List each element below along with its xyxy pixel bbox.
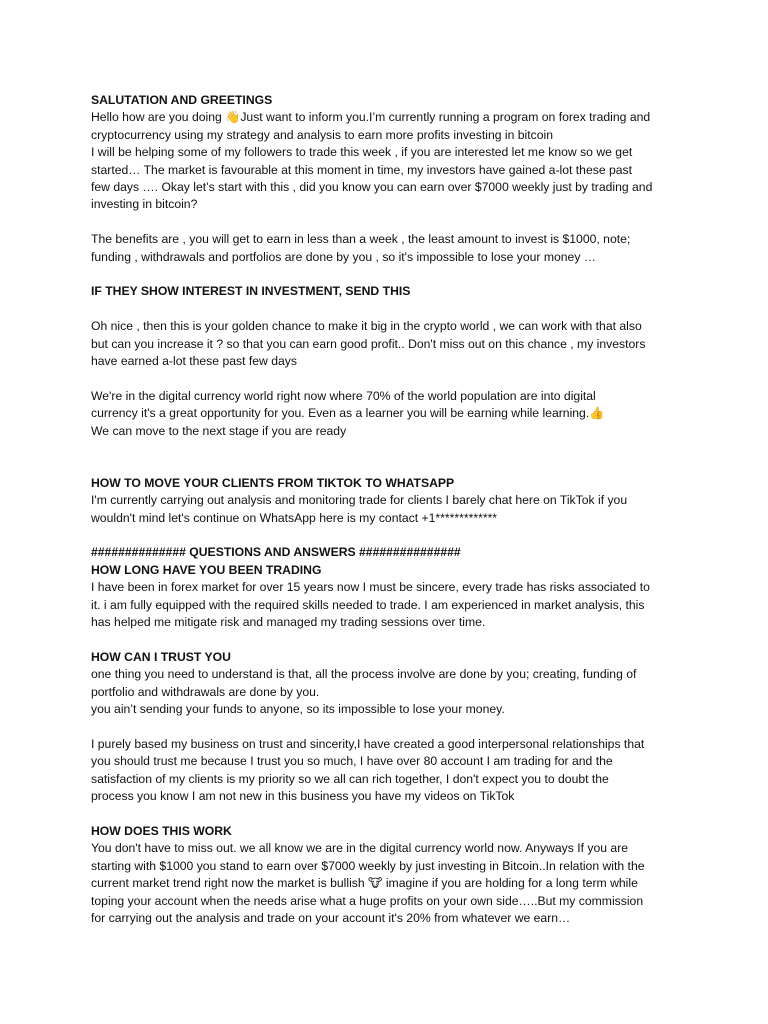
body-text-line: but can you increase it ? so that you can earn good profit.. Don't miss out on this chance , my investors [91,336,646,351]
body-text-line: wouldn't mind let's continue on WhatsApp here is my contact +1************* [91,510,498,525]
blank-line [91,527,728,544]
section-heading: ############## QUESTIONS AND ANSWERS ############### [91,545,461,560]
body-text-line: it. i am fully equipped with the required skills needed to trade. I am experienced in market analysis, this [91,597,645,612]
body-text-line: you ain’t sending your funds to anyone, so its impossible to lose your money. [91,702,505,717]
body-text-line: satisfaction of my clients is my priority so we all can rich together, I don't expect you to doubt the [91,771,609,786]
section-heading: IF THEY SHOW INTEREST IN INVESTMENT, SEND THIS [91,284,411,299]
body-text-line: Hello how are you doing 👋Just want to inform you.I’m currently running a program on forex trading and [91,110,651,125]
blank-line [91,301,728,318]
body-text-line: one thing you need to understand is that, all the process involve are done by you; creating, funding of [91,667,637,682]
section-heading: HOW LONG HAVE YOU BEEN TRADING [91,562,322,577]
body-text-line: starting with $1000 you stand to earn over $7000 weekly by just investing in Bitcoin..In relation with the [91,858,645,873]
blank-line [91,806,728,823]
body-text-line: Oh nice , then this is your golden chance to make it big in the crypto world , we can work with that also [91,319,642,334]
blank-line [91,370,728,387]
body-text-line: The benefits are , you will get to earn in less than a week , the least amount to invest is $1000, note; [91,232,631,247]
body-text-line: portfolio and withdrawals are done by you. [91,684,320,699]
body-text-line: investing in bitcoin? [91,197,198,212]
blank-line [91,440,728,475]
body-text-line: We're in the digital currency world right now where 70% of the world population are into digital [91,388,596,403]
body-text-line: currency it's a great opportunity for you. Even as a learner you will be earning while learning.👍 [91,406,605,421]
body-text-line: funding , withdrawals and portfolios are done by you , so it's impossible to lose your money … [91,249,596,264]
body-text-line: has helped me mitigate risk and managed my trading sessions over time. [91,615,486,630]
body-text-line: current market trend right now the market is bullish 🐮 imagine if you are holding for a long term while [91,876,638,891]
body-text-line: for carrying out the analysis and trade on your account it's 20% from whatever we earn… [91,910,571,925]
blank-line [91,632,728,649]
body-text-line: You don't have to miss out. we all know we are in the digital currency world now. Anyways If you are [91,841,629,856]
section-heading: HOW CAN I TRUST YOU [91,649,231,664]
body-text-line: started… The market is favourable at this moment in time, my investors have gained a-lot these past [91,162,633,177]
body-text-line: cryptocurrency using my strategy and analysis to earn more profits investing in bitcoin [91,127,553,142]
body-text-line: I'm currently carrying out analysis and monitoring trade for clients I barely chat here on TikTok if you [91,493,628,508]
body-text-line: I purely based my business on trust and sincerity,I have created a good interpersonal relationships that [91,736,645,751]
body-text-line: few days …. Okay let’s start with this , did you know you can earn over $7000 weekly just by trading and [91,180,653,195]
section-heading: HOW DOES THIS WORK [91,823,232,838]
body-text-line: I will be helping some of my followers to trade this week , if you are interested let me know so we get [91,145,633,160]
blank-line [91,214,728,231]
blank-line [91,719,728,736]
document-body [91,92,728,927]
blank-line [91,266,728,283]
body-text-line: you should trust me because I trust you so much, I have over 80 account I am trading for and the [91,754,613,769]
body-text-line: have earned a-lot these past few days [91,354,297,369]
section-heading: HOW TO MOVE YOUR CLIENTS FROM TIKTOK TO WHATSAPP [91,475,455,490]
body-text-line: toping your account when the needs arise what a huge profits on your own side…..But my commission [91,893,644,908]
body-text-line: We can move to the next stage if you are ready [91,423,347,438]
body-text-line: I have been in forex market for over 15 years now I must be sincere, every trade has risks associated to [91,580,650,595]
section-heading: SALUTATION AND GREETINGS [91,93,273,107]
body-text-line: process you know I am not new in this business you have my videos on TikTok [91,789,515,804]
